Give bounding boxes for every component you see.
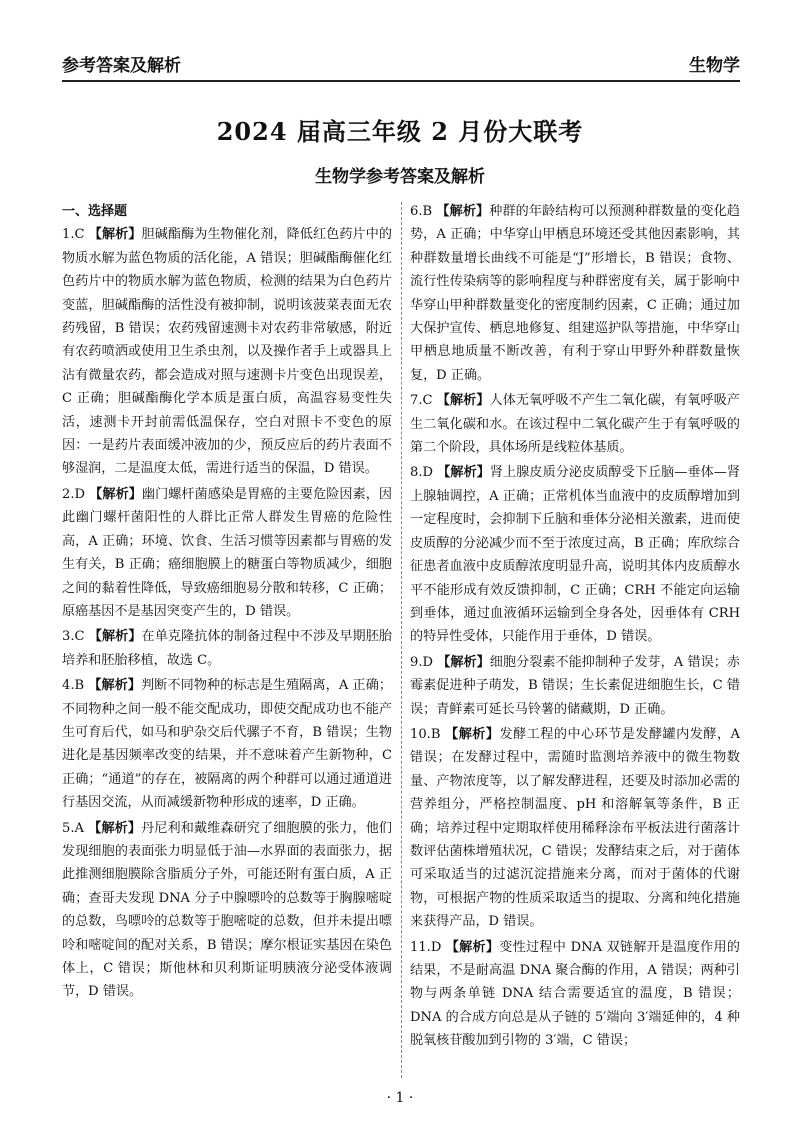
answer-item [410, 723, 740, 934]
answer-number: 10.B [410, 726, 441, 742]
analysis-text: 幽门螺杆菌感染是胃癌的主要危险因素，因此幽门螺杆菌阳性的人群比正常人群发生胃癌的危险性高，A 正确；环境、饮食、生活习惯等因素都与胃癌的发生有关，B 正确；癌细胞膜上的糖蛋白等物质减少，细胞之间的黏着性降低，导致癌细胞易分散和转移，C 正确；原癌基因不是基因突变产生的，D 错误。 [62, 486, 393, 619]
answer-item [410, 200, 740, 387]
exam-title: 2024 届高三年级 2 月份大联考 [216, 117, 584, 146]
analysis-text: 发酵工程的中心环节是发酵罐内发酵，A 错误；在发酵过程中，需随时监测培养液中的微生物数量、产物浓度等，以了解发酵进程，还要及时添加必需的营养组分，严格控制温度、pH 和溶解氧等条件，B 正确；培养过程中定期取样使用稀释涂布平板法进行菌落计数评估菌株增殖状况，C 错误；发酵结束之后，对于菌体可采取适当的过滤沉淀措施来分离，而对于菌体的代谢物，可根据产物的性质采取适当的提取、分离和纯化措施来获得产品，D 错误。 [410, 726, 741, 930]
answer-number: 11.D [410, 939, 442, 955]
column-divider [401, 202, 402, 1078]
answer-item [410, 651, 740, 721]
exam-subtitle: 生物学参考答案及解析 [315, 167, 485, 187]
answer-number: 6.B [410, 204, 433, 219]
analysis-tag: 【解析】 [437, 654, 490, 670]
answer-item [410, 461, 740, 648]
left-column [62, 200, 392, 1006]
header-left-text: 参考答案及解析 [62, 56, 181, 76]
analysis-text: 丹尼利和戴维森研究了细胞膜的张力，他们发现细胞的表面张力明显低于油—水界面的表面张力，据此推测细胞膜除含脂质分子外，可能还附有蛋白质，A 正确；查哥夫发现 DNA 分子中腺嘌呤的总数等于胸腺嘧啶的总数，鸟嘌呤的总数等于胞嘧啶的总数，但并未提出嘌呤和嘧啶间的配对关系，B 错误；摩尔根证实基因在染色体上，C 错误；斯他林和贝利斯证明胰液分泌受体液调节，D 错误。 [62, 820, 393, 1000]
answer-number: 1.C [62, 227, 85, 243]
analysis-tag: 【解析】 [89, 486, 142, 502]
answer-item [62, 625, 392, 672]
analysis-tag: 【解析】 [88, 629, 142, 645]
analysis-tag: 【解析】 [445, 726, 500, 742]
answer-number: 8.D [410, 465, 433, 481]
answer-item [62, 483, 392, 623]
page-header [62, 48, 740, 82]
answer-item [410, 936, 740, 1053]
analysis-text: 人体无氧呼吸不产生二氧化碳，有氧呼吸产生二氧化碳和水。在该过程中二氧化碳产生于有氧呼吸的第二个阶段，具体场所是线粒体基质。 [410, 393, 740, 456]
analysis-text: 胆碱酯酶为生物催化剂，降低红色药片中的物质水解为蓝色物质的活化能，A 错误；胆碱酯酶催化红色药片中的物质水解为蓝色物质，检测的结果为白色药片变蓝，胆碱酯酶的活性没有被抑制，说明该菠菜表面无农药残留，B 错误；农药残留速测卡对农药非常敏感，附近有农药喷洒或使用卫生杀虫剂，以及操作者手上或器具上沾有微量农药，都会造成对照与速测卡片变色出现误差，C 正确；胆碱酯酶化学本质是蛋白质，高温容易变性失活，速测卡开封前需低温保存，空白对照卡不变色的原因：一是药片表面缓冲液加的少，预反应后的药片表面不够湿润，二是温度太低，需进行适当的保温，D 错误。 [62, 227, 392, 477]
analysis-tag: 【解析】 [437, 465, 490, 481]
answer-number: 2.D [62, 486, 85, 502]
right-column [410, 200, 740, 1055]
analysis-tag: 【解析】 [436, 204, 490, 219]
analysis-text: 变性过程中 DNA 双链解开是温度作用的结果，不是耐高温 DNA 聚合酶的作用，A 错误；两种引物与两条单链 DNA 结合需要适宜的温度，B 错误；DNA 的合成方向总是从子链的 5′端向 3′端延伸的，4 种脱氧核苷酸加到引物的 3′端，C 错误； [410, 939, 740, 1049]
analysis-tag: 【解析】 [88, 227, 142, 243]
answer-number: 9.D [410, 654, 433, 670]
analysis-tag: 【解析】 [436, 393, 490, 409]
analysis-text: 细胞分裂素不能抑制种子发芽，A 错误；赤霉素促进种子萌发，B 错误；生长素促进细胞生长，C 错误；青鲜素可延长马铃薯的储藏期，D 正确。 [410, 654, 740, 717]
analysis-tag: 【解析】 [88, 820, 142, 836]
analysis-text: 肾上腺皮质分泌皮质醇受下丘脑—垂体—肾上腺轴调控，A 正确；正常机体当血液中的皮质醇增加到一定程度时，会抑制下丘脑和垂体分泌相关激素，进而使皮质醇的分泌减少而不至于浓度过高，B 正确；库欣综合征患者血液中皮质醇浓度明显升高，说明其体内皮质醇水平不能形成有效反馈抑制，C 正确；CRH 不能定向运输到垂体，通过血液循环运输到全身各处，因垂体有 CRH 的特异性受体，只能作用于垂体，D 错误。 [410, 465, 741, 645]
answer-item [62, 817, 392, 1004]
analysis-text: 判断不同物种的标志是生殖隔离，A 正确；不同物种之间一般不能交配成功，即使交配成功也不能产生可育后代，如马和驴杂交后代骡子不育，B 错误；生物进化是基因频率改变的结果，并不意味着产生新物种，C 正确；“通道”的存在，被隔离的两个种群可以通过通道进行基因交流，从而减缓新物种形成的速率，D 正确。 [62, 678, 392, 811]
answer-number: 3.C [62, 629, 85, 645]
page-number: · 1 · [386, 1090, 414, 1106]
analysis-text: 种群的年龄结构可以预测种群数量的变化趋势，A 正确；中华穿山甲栖息环境还受其他因素影响，其种群数量增长曲线不可能是“J”形增长，B 错误；食物、流行性传染病等的影响程度与种群密度有关，属于影响中华穿山甲种群数量变化的密度制约因素，C 正确；通过加大保护宣传、栖息地修复、组建巡护队等措施，中华穿山甲栖息地质量不断改善，有利于穿山甲野外种群数量恢复，D 正确。 [410, 204, 741, 383]
answer-number: 7.C [410, 393, 433, 409]
header-right-text: 生物学 [689, 56, 740, 76]
answer-number: 5.A [62, 820, 84, 836]
analysis-text: 在单克隆抗体的制备过程中不涉及早期胚胎培养和胚胎移植，故选 C。 [62, 629, 392, 668]
analysis-tag: 【解析】 [445, 939, 500, 955]
analysis-tag: 【解析】 [88, 678, 142, 694]
answer-item [410, 389, 740, 459]
answer-item [62, 674, 392, 814]
section-heading: 一、选择题 [62, 204, 128, 219]
answer-item [62, 223, 392, 480]
answer-number: 4.B [62, 678, 85, 694]
